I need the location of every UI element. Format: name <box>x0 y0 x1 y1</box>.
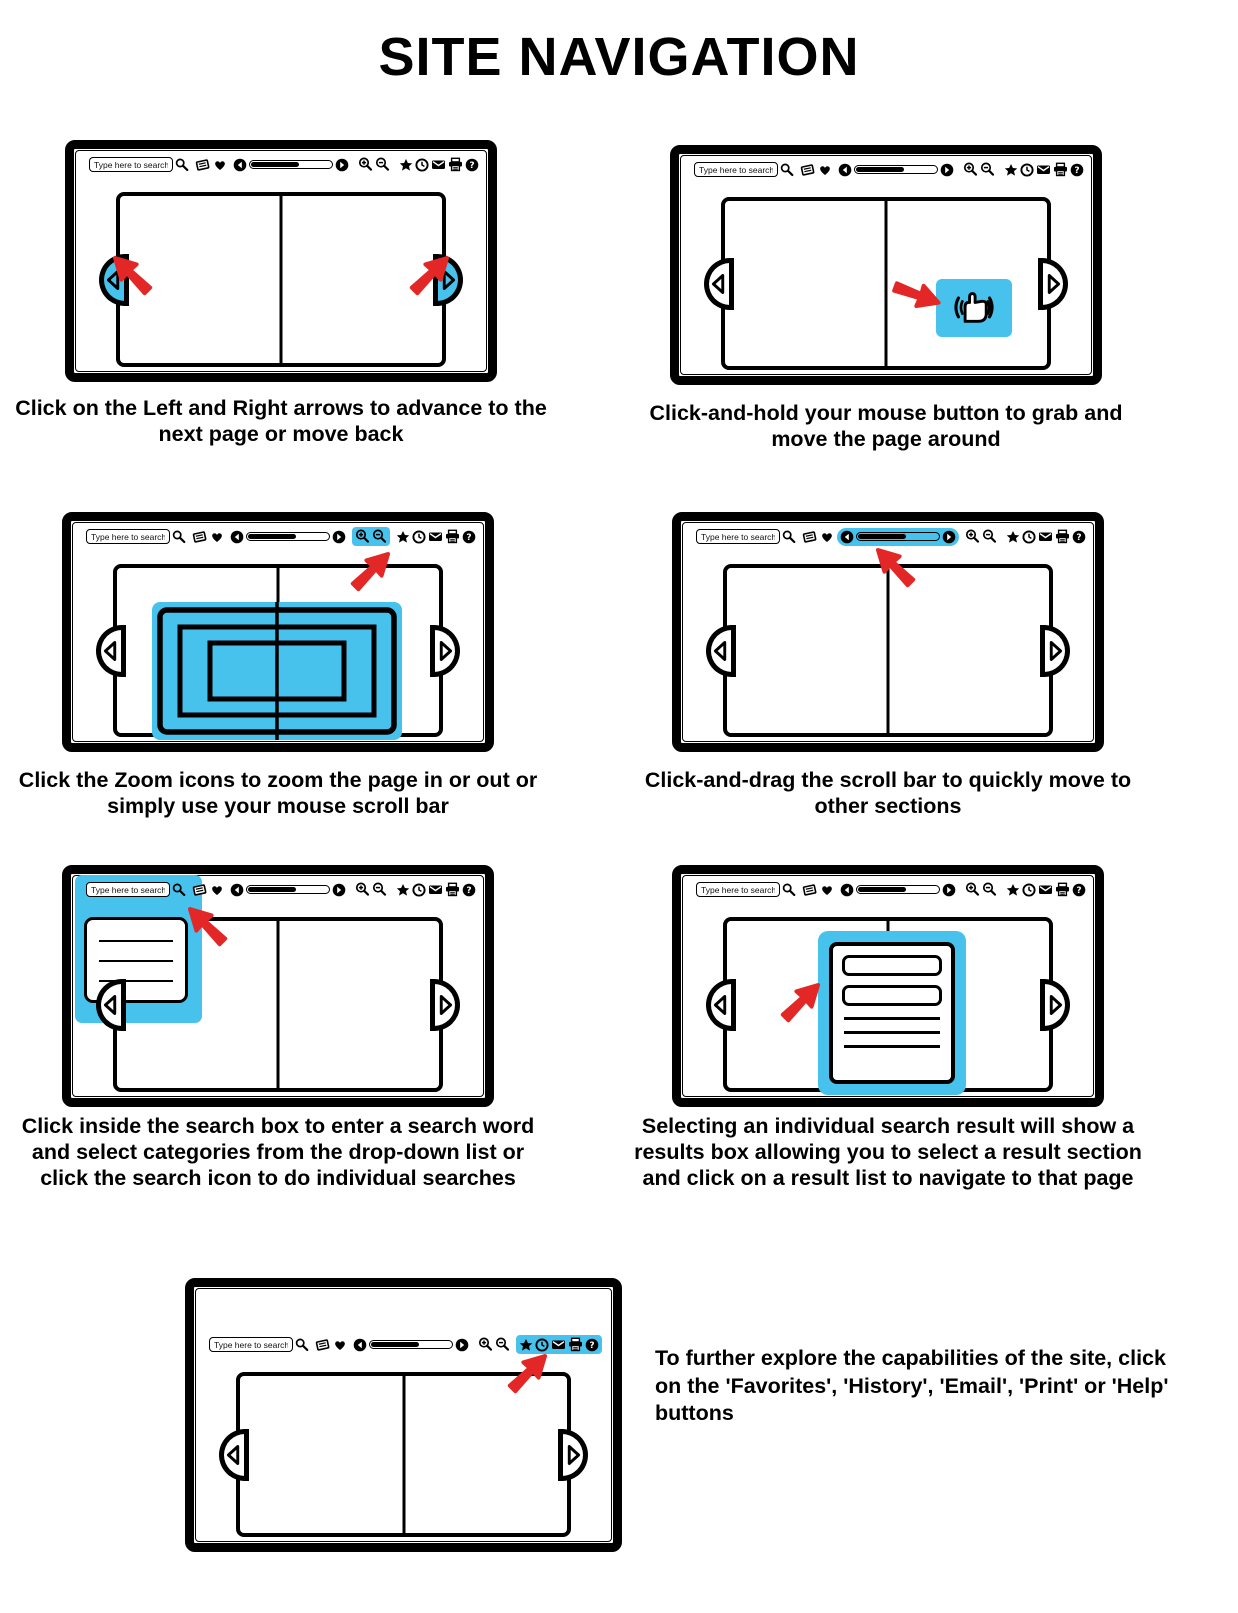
prev-page-button[interactable] <box>706 979 736 1031</box>
grab-hand-icon <box>948 288 1000 328</box>
favorites-star-icon[interactable] <box>396 530 410 544</box>
panel-caption: To further explore the capabilities of the site, click on the 'Favorites', 'History', 'Email', 'Print' or 'Help' buttons <box>655 1346 1169 1426</box>
next-page-button[interactable] <box>1038 258 1068 310</box>
email-icon[interactable] <box>431 157 446 172</box>
print-icon[interactable] <box>1053 162 1068 177</box>
panel-zoom <box>18 512 538 819</box>
favorites-star-icon[interactable] <box>1006 530 1020 544</box>
help-icon[interactable] <box>462 883 476 897</box>
zoom-group <box>960 160 998 179</box>
notes-icon[interactable] <box>802 882 817 897</box>
scrollbar-track[interactable] <box>369 1340 453 1349</box>
red-cursor-icon <box>344 550 392 598</box>
panel-caption: Click-and-hold your mouse button to grab and move the page around <box>649 401 1123 452</box>
scroll-left-icon[interactable] <box>840 530 854 544</box>
zoom-in-icon[interactable] <box>355 529 370 544</box>
panel-grab-page <box>649 145 1123 452</box>
scrollbar-group <box>350 1336 472 1354</box>
right-arrow-icon <box>437 639 454 663</box>
notes-icon[interactable] <box>195 157 210 172</box>
page-divider <box>280 196 283 363</box>
zoom-group <box>962 880 1000 899</box>
scroll-left-icon[interactable] <box>230 530 244 544</box>
scrollbar-thumb[interactable] <box>248 534 296 539</box>
heart-icon[interactable] <box>820 883 834 897</box>
email-icon[interactable] <box>1036 162 1051 177</box>
zoom-out-icon[interactable] <box>495 1337 510 1352</box>
notes-icon[interactable] <box>315 1337 330 1352</box>
scroll-left-icon[interactable] <box>230 883 244 897</box>
svg-text:?: ? <box>466 532 472 543</box>
panel-search-box <box>21 865 535 1191</box>
panel-search-results <box>634 865 1142 1191</box>
search-input[interactable] <box>696 529 780 544</box>
favorites-star-icon[interactable] <box>399 158 413 172</box>
search-icon[interactable] <box>175 158 189 172</box>
next-page-button[interactable] <box>1040 979 1070 1031</box>
nested-pages-icon <box>152 602 402 740</box>
scroll-right-icon[interactable] <box>940 163 954 177</box>
right-arrow-icon <box>1047 993 1064 1017</box>
scroll-left-icon[interactable] <box>840 883 854 897</box>
result-list-item[interactable] <box>844 1045 940 1048</box>
search-input[interactable] <box>696 882 780 897</box>
search-group <box>83 880 189 899</box>
viewer-toolbar <box>693 880 1089 899</box>
favorites-star-icon[interactable] <box>396 883 410 897</box>
panel-extra-buttons <box>185 1278 622 1552</box>
results-highlight <box>818 931 966 1095</box>
dropdown-item-line[interactable] <box>99 940 173 942</box>
notes-icon[interactable] <box>192 882 207 897</box>
result-list-item[interactable] <box>844 1031 940 1034</box>
help-icon[interactable] <box>1072 530 1086 544</box>
scrollbar-track[interactable] <box>249 160 333 169</box>
zoom-out-icon[interactable] <box>375 157 390 172</box>
email-icon[interactable] <box>551 1337 566 1352</box>
right-arrow-icon <box>437 993 454 1017</box>
svg-text:?: ? <box>589 1340 595 1351</box>
zoom-in-icon[interactable] <box>358 157 373 172</box>
svg-text:?: ? <box>1076 885 1082 896</box>
history-clock-icon[interactable] <box>1020 163 1034 177</box>
next-page-button[interactable] <box>558 1429 588 1481</box>
zoom-in-icon[interactable] <box>965 882 980 897</box>
zoom-out-icon[interactable] <box>372 882 387 897</box>
search-input[interactable] <box>89 157 173 172</box>
history-clock-icon[interactable] <box>415 158 429 172</box>
notes-icon[interactable] <box>802 529 817 544</box>
scrollbar-track[interactable] <box>854 165 938 174</box>
scrollbar-group <box>835 161 957 179</box>
left-arrow-icon <box>712 639 729 663</box>
viewer-toolbar <box>693 527 1089 546</box>
help-icon[interactable] <box>465 158 479 172</box>
dropdown-item-line[interactable] <box>99 960 173 962</box>
svg-text:?: ? <box>466 885 472 896</box>
print-icon[interactable] <box>445 529 460 544</box>
scrollbar-group <box>227 528 349 546</box>
heart-icon[interactable] <box>820 530 834 544</box>
favorites-star-icon[interactable] <box>519 1338 533 1352</box>
favorites-star-icon[interactable] <box>1004 163 1018 177</box>
scrollbar-thumb[interactable] <box>251 162 299 167</box>
left-arrow-icon <box>710 272 727 296</box>
svg-text:?: ? <box>1074 165 1080 176</box>
panel-caption: Click inside the search box to enter a search word and select categories from the drop-down list or click the search icon to do individual searches <box>21 1114 535 1191</box>
result-section-button[interactable] <box>842 955 942 976</box>
zoom-in-icon[interactable] <box>478 1337 493 1352</box>
zoom-out-icon[interactable] <box>980 162 995 177</box>
scroll-right-icon[interactable] <box>942 883 956 897</box>
site-viewer-window <box>185 1278 622 1552</box>
scrollbar-group <box>837 881 959 899</box>
history-clock-icon[interactable] <box>1022 530 1036 544</box>
page-spread-area <box>116 192 446 367</box>
red-cursor-icon <box>111 254 159 302</box>
scrollbar-thumb[interactable] <box>858 534 906 539</box>
zoom-group <box>962 527 1000 546</box>
utility-buttons-group <box>393 527 479 546</box>
search-icon[interactable] <box>172 883 186 897</box>
search-icon[interactable] <box>295 1338 309 1352</box>
scrollbar-track[interactable] <box>246 532 330 541</box>
right-arrow-icon <box>565 1443 582 1467</box>
scrollbar-track[interactable] <box>856 885 940 894</box>
help-icon[interactable] <box>1070 163 1084 177</box>
prev-page-button[interactable] <box>706 625 736 677</box>
search-icon[interactable] <box>780 163 794 177</box>
scrollbar-group <box>837 528 959 546</box>
left-arrow-icon <box>225 1443 242 1467</box>
prev-page-button[interactable] <box>96 625 126 677</box>
viewer-toolbar <box>86 155 482 174</box>
utility-buttons-group <box>393 880 479 899</box>
next-page-button[interactable] <box>430 625 460 677</box>
zoom-group <box>352 880 390 899</box>
panel-caption: Click-and-drag the scroll bar to quickly move to other sections <box>644 768 1132 819</box>
site-viewer-window <box>670 145 1102 385</box>
scroll-right-icon[interactable] <box>332 530 346 544</box>
search-group <box>83 527 189 546</box>
print-icon[interactable] <box>1055 882 1070 897</box>
zoom-group <box>355 155 393 174</box>
scrollbar-track[interactable] <box>246 885 330 894</box>
page-spread[interactable] <box>116 192 446 367</box>
heart-icon[interactable] <box>213 158 227 172</box>
zoom-levels-highlight <box>152 602 402 740</box>
history-clock-icon[interactable] <box>412 883 426 897</box>
red-cursor-icon <box>501 1352 549 1400</box>
zoom-in-icon[interactable] <box>963 162 978 177</box>
utility-buttons-group <box>1001 160 1087 179</box>
prev-page-button[interactable] <box>219 1429 249 1481</box>
favorites-star-icon[interactable] <box>1006 883 1020 897</box>
scrollbar-track[interactable] <box>856 532 940 541</box>
zoom-in-icon[interactable] <box>355 882 370 897</box>
utility-buttons-group <box>1003 527 1089 546</box>
scrollbar-thumb[interactable] <box>371 1342 419 1347</box>
left-arrow-icon <box>102 639 119 663</box>
search-icon[interactable] <box>782 883 796 897</box>
scroll-left-icon[interactable] <box>838 163 852 177</box>
heart-icon[interactable] <box>210 883 224 897</box>
panel-page-arrows <box>15 140 547 447</box>
scroll-right-icon[interactable] <box>455 1338 469 1352</box>
print-icon[interactable] <box>445 882 460 897</box>
page-divider <box>402 1376 405 1533</box>
red-cursor-icon <box>774 981 822 1029</box>
scroll-right-icon[interactable] <box>335 158 349 172</box>
search-group <box>206 1335 312 1354</box>
scrollbar-group <box>230 156 352 174</box>
help-icon[interactable] <box>1072 883 1086 897</box>
notes-icon[interactable] <box>192 529 207 544</box>
search-group <box>691 160 797 179</box>
next-page-button[interactable] <box>1040 625 1070 677</box>
email-icon[interactable] <box>1038 529 1053 544</box>
history-clock-icon[interactable] <box>535 1338 549 1352</box>
zoom-out-icon[interactable] <box>982 529 997 544</box>
help-icon[interactable] <box>585 1338 599 1352</box>
page-title: SITE NAVIGATION <box>378 27 860 87</box>
zoom-in-icon[interactable] <box>965 529 980 544</box>
page-divider <box>277 921 280 1088</box>
result-section-button[interactable] <box>842 985 942 1006</box>
grab-hand-highlight <box>936 279 1012 337</box>
search-icon[interactable] <box>172 530 186 544</box>
next-page-button[interactable] <box>430 979 460 1031</box>
email-icon[interactable] <box>1038 882 1053 897</box>
zoom-out-icon[interactable] <box>372 529 387 544</box>
prev-page-button[interactable] <box>704 258 734 310</box>
viewer-toolbar <box>83 527 479 546</box>
search-group <box>693 880 799 899</box>
scrollbar-thumb[interactable] <box>858 887 906 892</box>
left-arrow-icon <box>102 993 119 1017</box>
red-cursor-icon <box>874 546 922 594</box>
scrollbar-thumb[interactable] <box>248 887 296 892</box>
email-icon[interactable] <box>428 882 443 897</box>
red-cursor-icon <box>186 905 234 953</box>
history-clock-icon[interactable] <box>1022 883 1036 897</box>
email-icon[interactable] <box>428 529 443 544</box>
help-icon[interactable] <box>462 530 476 544</box>
history-clock-icon[interactable] <box>412 530 426 544</box>
results-box[interactable] <box>829 942 955 1084</box>
scroll-left-icon[interactable] <box>353 1338 367 1352</box>
search-input[interactable] <box>86 882 170 897</box>
panel-caption: Click the Zoom icons to zoom the page in or out or simply use your mouse scroll bar <box>18 768 538 819</box>
svg-text:?: ? <box>469 160 475 171</box>
search-input[interactable] <box>86 529 170 544</box>
heart-icon[interactable] <box>333 1338 347 1352</box>
search-input[interactable] <box>694 162 778 177</box>
red-cursor-icon <box>403 254 451 302</box>
svg-text:?: ? <box>1076 532 1082 543</box>
print-icon[interactable] <box>448 157 463 172</box>
heart-icon[interactable] <box>818 163 832 177</box>
viewer-toolbar <box>691 160 1087 179</box>
search-group <box>693 527 799 546</box>
scrollbar-thumb[interactable] <box>856 167 904 172</box>
search-group <box>86 155 192 174</box>
search-icon[interactable] <box>782 530 796 544</box>
heart-icon[interactable] <box>210 530 224 544</box>
print-icon[interactable] <box>1055 529 1070 544</box>
utility-buttons-group <box>396 155 482 174</box>
zoom-group <box>352 527 390 546</box>
panel-caption: Click on the Left and Right arrows to advance to the next page or move back <box>15 396 547 447</box>
print-icon[interactable] <box>568 1337 583 1352</box>
viewer-toolbar <box>83 880 479 899</box>
panel-scrollbar <box>644 512 1132 819</box>
scroll-right-icon[interactable] <box>942 530 956 544</box>
scrollbar-group <box>227 881 349 899</box>
scroll-left-icon[interactable] <box>233 158 247 172</box>
zoom-out-icon[interactable] <box>982 882 997 897</box>
utility-buttons-group <box>1003 880 1089 899</box>
right-arrow-icon <box>1047 639 1064 663</box>
search-input[interactable] <box>209 1337 293 1352</box>
left-arrow-icon <box>712 993 729 1017</box>
result-list-item[interactable] <box>844 1017 940 1020</box>
scroll-right-icon[interactable] <box>332 883 346 897</box>
right-arrow-icon <box>1045 272 1062 296</box>
panel-caption: Selecting an individual search result will show a results box allowing you to select a result section and click on a result list to navigate to that page <box>634 1114 1142 1191</box>
notes-icon[interactable] <box>800 162 815 177</box>
